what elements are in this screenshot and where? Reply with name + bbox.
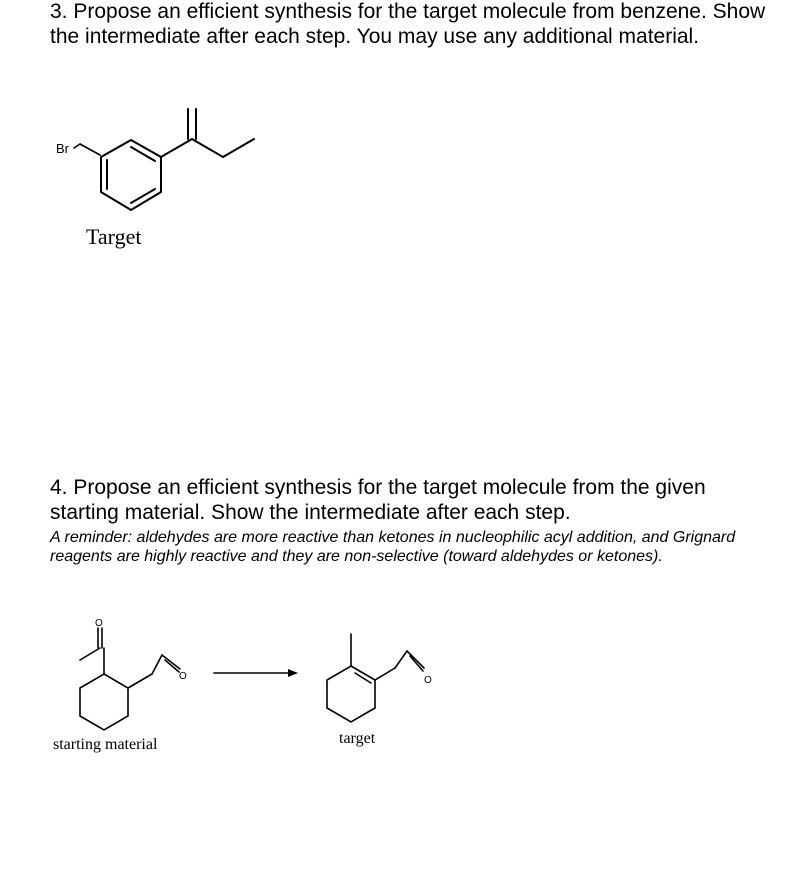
benzene-double-bond-2 [131, 189, 155, 203]
sm-aldehyde-double-bond-a [162, 655, 180, 669]
target-ring-double-bond [355, 673, 371, 683]
target-label-q4: target [339, 730, 376, 747]
target-ch2-bond-1 [375, 668, 395, 680]
target-aldehyde-oxygen: O [424, 675, 432, 686]
starting-material-label: starting material [53, 736, 158, 753]
br-bond [80, 144, 100, 155]
benzene-ring [101, 140, 161, 210]
reaction-arrow [214, 669, 298, 677]
q3-target-molecule [56, 109, 254, 210]
bromine-atom-label: Br [56, 141, 69, 156]
target-cyclohexene-ring [327, 666, 375, 722]
q4-target-molecule [327, 634, 432, 722]
target-ch2-bond-2 [395, 651, 407, 668]
reaction-arrow-head [288, 669, 298, 677]
target-label-q3: Target [86, 224, 142, 249]
ring-to-vinyl-bond [161, 139, 192, 157]
starting-material-molecule [80, 618, 187, 730]
br-bond-stub [74, 144, 80, 148]
sm-ketone-oxygen: O [95, 618, 103, 629]
sm-cyclohexane-ring [80, 674, 128, 730]
benzene-double-bond-1 [131, 147, 155, 161]
sm-aldehyde-oxygen: O [179, 671, 187, 682]
question-4-reminder: A reminder: aldehydes are more reactive than ketones in nucleophilic acyl addition, and Grignard reagents are highly reactive and they are non-selective (toward aldehydes or ketones). [50, 529, 736, 565]
target-aldehyde-double-bond-a [407, 651, 424, 668]
sm-ch2-bond-2 [152, 655, 162, 674]
sm-ch2-bond-1 [128, 674, 152, 688]
ethyl-bond-2 [223, 139, 254, 157]
question-4-text: 4. Propose an efficient synthesis for the target molecule from the given starting material. Show the intermediate after each step. [50, 476, 706, 524]
ethyl-bond-1 [192, 139, 223, 157]
target-aldehyde-double-bond-b [410, 656, 423, 671]
question-3-text: 3. Propose an efficient synthesis for the target molecule from benzene. Show the intermediate after each step. You may use any additional material. [50, 0, 766, 48]
sm-methyl-bond [80, 648, 100, 660]
